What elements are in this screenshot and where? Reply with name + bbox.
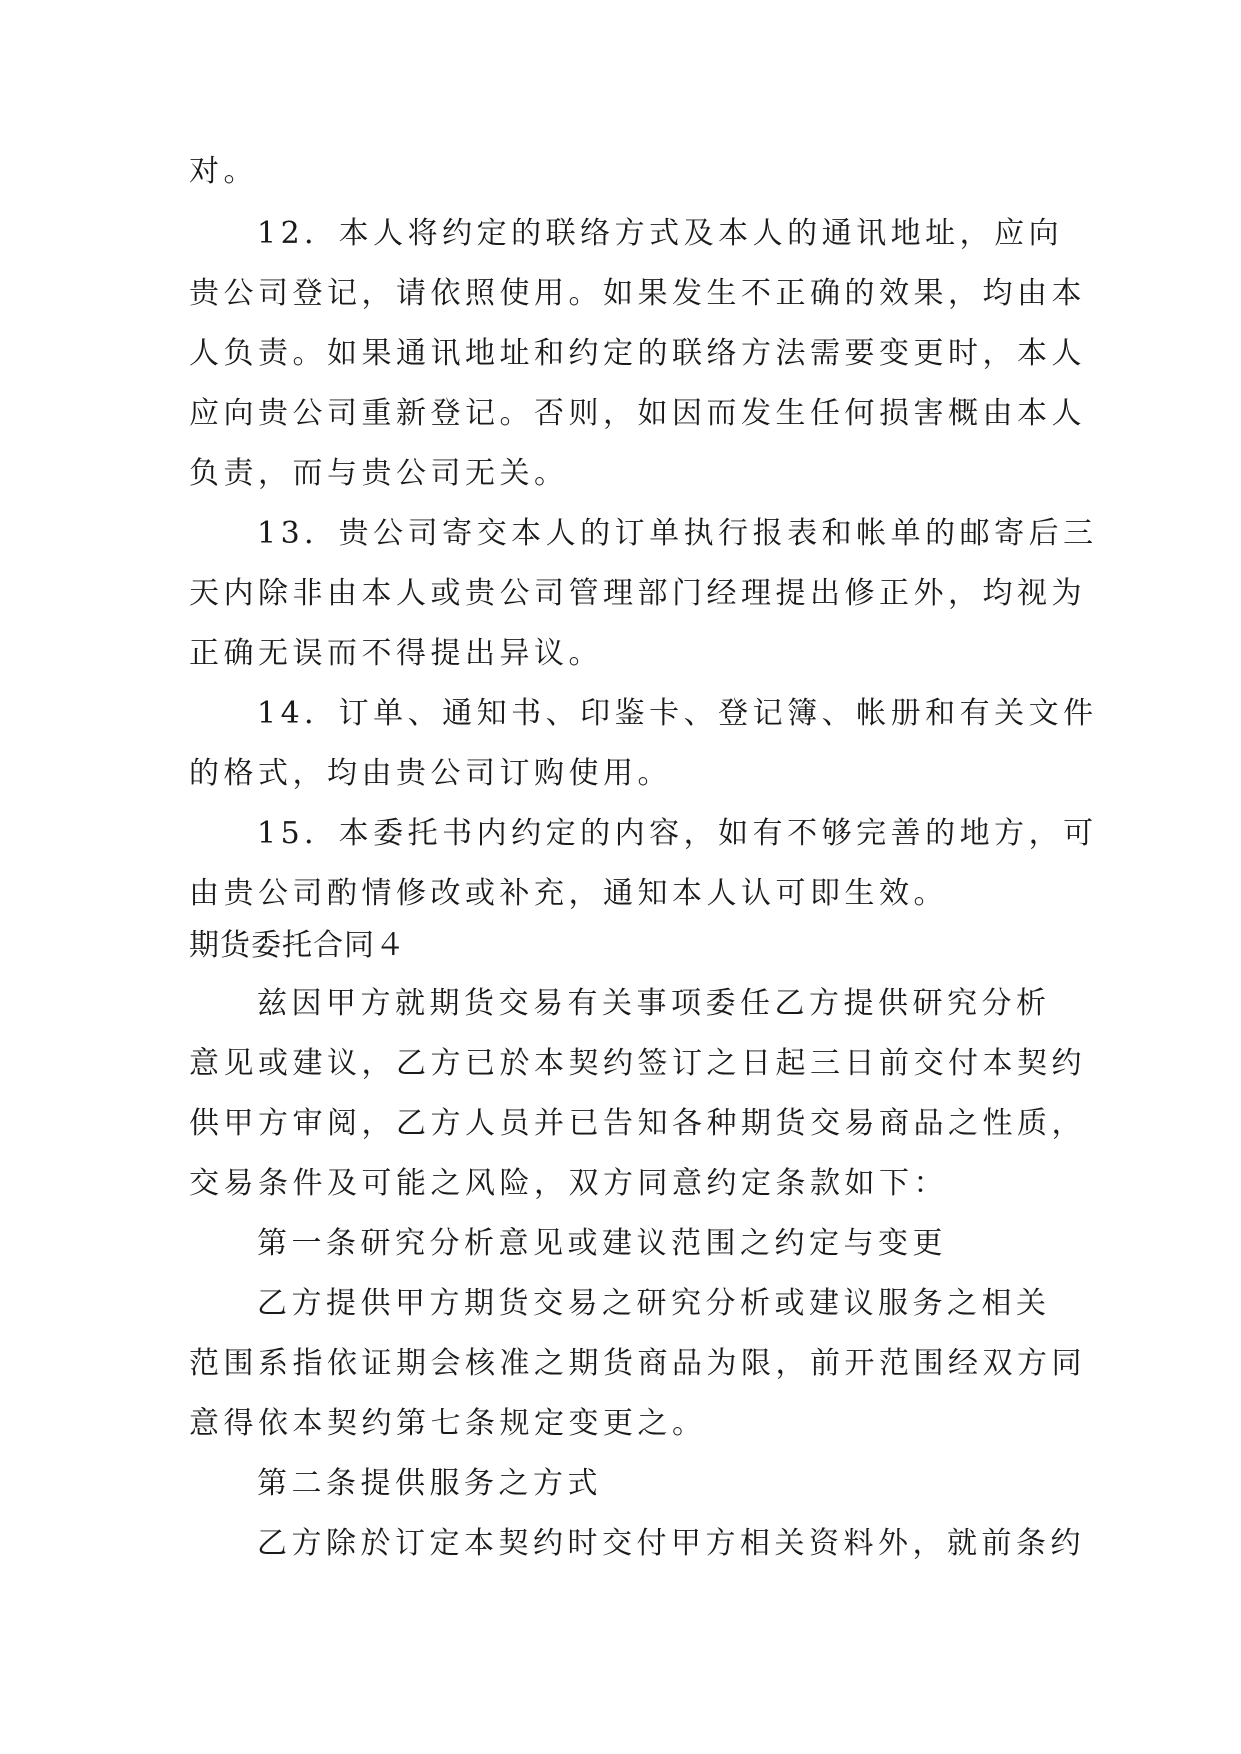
text-line: 意得依本契约第七条规定变更之。 — [189, 1406, 707, 1441]
text-line: 的格式，均由贵公司订购使用。 — [189, 756, 672, 791]
text-line: 贵公司登记，请依照使用。如果发生不正确的效果，均由本 — [189, 276, 1086, 311]
text-line: 由贵公司酌情修改或补充，通知本人认可即生效。 — [189, 876, 948, 911]
text-line: 交易条件及可能之风险，双方同意约定条款如下： — [189, 1166, 948, 1201]
clause-heading: 第一条研究分析意见或建议范围之约定与变更 — [257, 1226, 947, 1261]
text-line: 应向贵公司重新登记。否则，如因而发生任何损害概由本人 — [189, 396, 1086, 431]
text-line: 12．本人将约定的联络方式及本人的通讯地址，应向 — [257, 216, 1064, 251]
clause-heading: 第二条提供服务之方式 — [257, 1466, 602, 1501]
text-line: 兹因甲方就期货交易有关事项委任乙方提供研究分析 — [257, 986, 1051, 1021]
text-line: 供甲方审阅，乙方人员并已告知各种期货交易商品之性质， — [189, 1106, 1086, 1141]
text-line: 负责，而与贵公司无关。 — [189, 456, 569, 491]
text-line: 天内除非由本人或贵公司管理部门经理提出修正外，均视为 — [189, 576, 1086, 611]
text-line: 14．订单、通知书、印鉴卡、登记簿、帐册和有关文件 — [257, 696, 1098, 731]
text-line: 范围系指依证期会核准之期货商品为限，前开范围经双方同 — [189, 1346, 1086, 1381]
text-line: 13．贵公司寄交本人的订单执行报表和帐单的邮寄后三 — [257, 516, 1098, 551]
text-line: 15．本委托书内约定的内容，如有不够完善的地方，可 — [257, 816, 1098, 851]
section-heading: 期货委托合同４ — [189, 928, 406, 963]
text-line: 意见或建议，乙方已於本契约签订之日起三日前交付本契约 — [189, 1046, 1086, 1081]
text-line: 乙方除於订定本契约时交付甲方相关资料外，就前条约 — [257, 1526, 1085, 1561]
text-line: 正确无误而不得提出异议。 — [189, 636, 603, 671]
text-line: 对。 — [189, 154, 258, 189]
text-line: 人负责。如果通讯地址和约定的联络方法需要变更时，本人 — [189, 336, 1086, 371]
text-line: 乙方提供甲方期货交易之研究分析或建议服务之相关 — [257, 1286, 1051, 1321]
